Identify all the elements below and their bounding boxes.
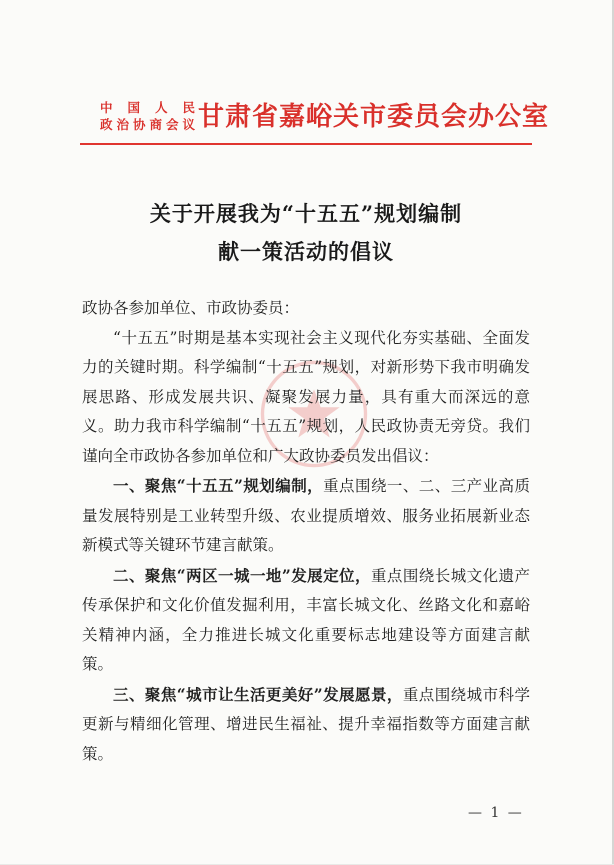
page-number: — 1 —: [468, 805, 524, 821]
letterhead-divider: [80, 143, 532, 145]
intro-paragraph: “十五五”时期是基本实现社会主义现代化夯实基础、全面发力的关键时期。科学编制“十五五”规划，对新形势下我市明确发展思路、形成发展共识、凝聚发展力量，具有重大而深远的意义。助力我市科学编制“十五五”规划，人民政协责无旁贷。我们谨向全市政协各参加单位和广大政协委员发出倡议：: [82, 328, 530, 465]
letterhead: [100, 95, 550, 139]
document-body: [82, 294, 530, 769]
proposal-item-1-heading: 一、聚焦“十五五”规划编制，: [113, 476, 324, 495]
proposal-item-1-text: 重点围绕一、二、三产业高质量发展特别是工业转型升级、农业提质增效、服务业拓展新业态新模式等关键环节建言献策。: [82, 477, 530, 554]
org-name-big: 甘肃省嘉峪关市委员会办公室: [198, 102, 550, 132]
proposal-item-2-heading: 二、聚焦“两区一城一地”发展定位，: [113, 565, 371, 585]
proposal-item-2-text: 重点围绕长城文化遗产传承保护和文化价值发掘利用，丰富长城文化、丝路文化和嘉峪关精神内涵，全力推进长城文化重要标志地建设等方面建言献策。: [82, 566, 530, 673]
proposal-item-3-text: 重点围绕城市科学更新与精细化管理、增进民生福祉、提升幸福指数等方面建言献策。: [82, 685, 530, 763]
org-small-line1: 中国人民: [100, 100, 195, 115]
document-title-line1: 关于开展我为“十五五”规划编制: [149, 201, 463, 226]
proposal-item-3: [82, 680, 530, 770]
org-small-line2: 政治协商会议: [100, 117, 195, 132]
proposal-item-3-heading: 三、聚焦“城市让生活更美好”发展愿景，: [113, 684, 403, 704]
document-title-line2: 献一策活动的倡议: [218, 239, 394, 264]
salutation: 政协各参加单位、市政协委员：: [82, 299, 300, 317]
org-name-small: [100, 99, 195, 133]
proposal-item-2: [82, 561, 530, 680]
proposal-item-1: [82, 471, 530, 561]
